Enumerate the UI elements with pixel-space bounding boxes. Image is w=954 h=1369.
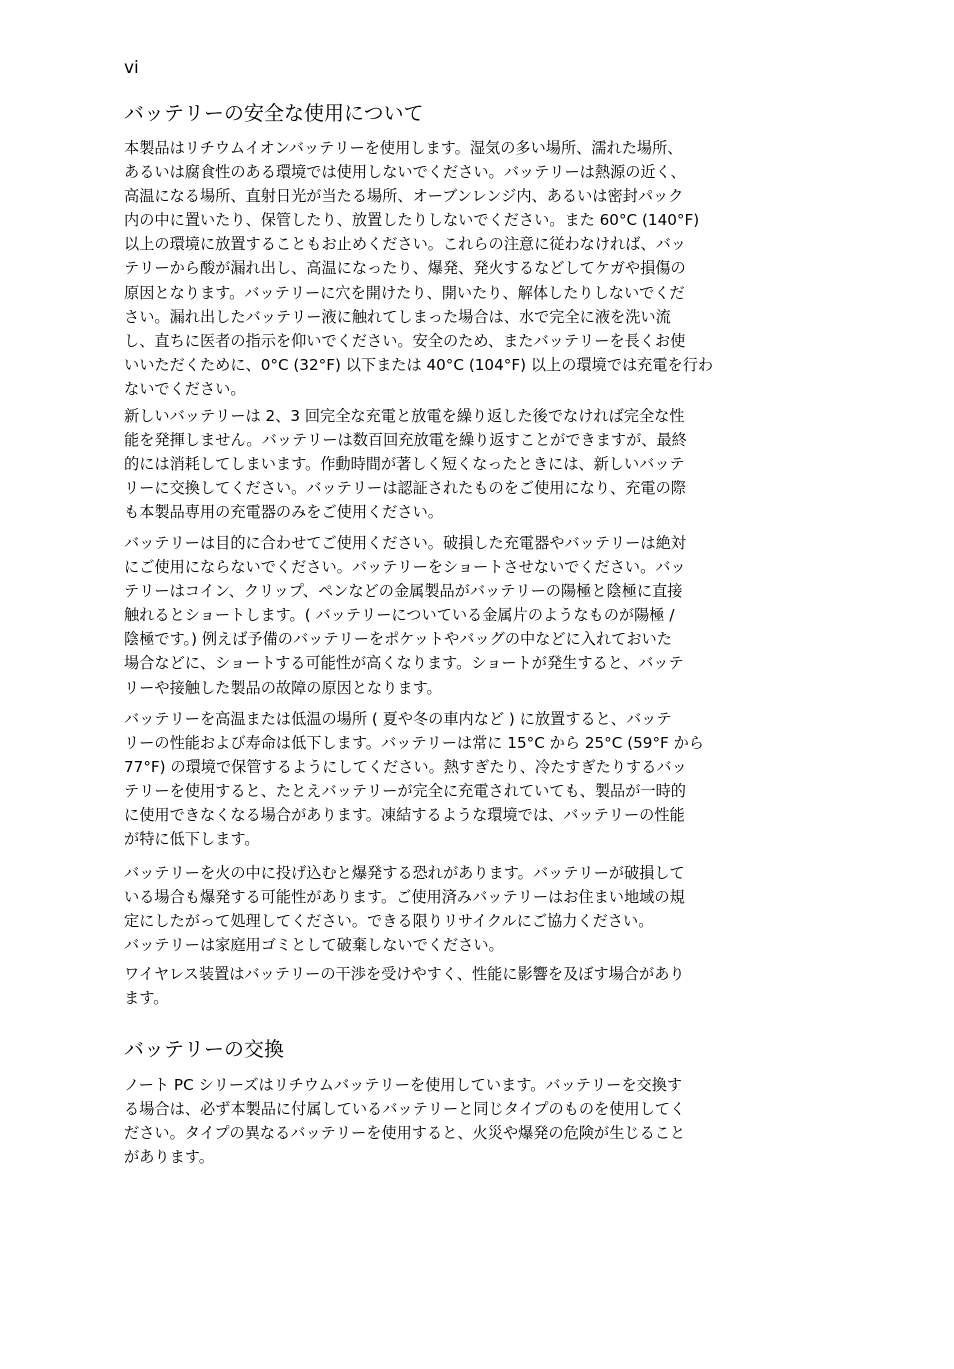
paragraph: [124, 136, 814, 401]
text-line: 触れるとショートします。( バッテリーについている金属片のようなものが陽極 /: [124, 606, 675, 625]
text-line: バッテリーは目的に合わせてご使用ください。破損した充電器やバッテリーは絶対: [124, 534, 686, 552]
text-line: テリーはコイン、クリップ、ペンなどの金属製品がバッテリーの陽極と陰極に直接: [124, 582, 683, 601]
paragraph: [124, 531, 814, 700]
text-line: があります。: [124, 1148, 214, 1167]
paragraph: [124, 962, 814, 1010]
text-line: 場合などに、ショートする可能性が高くなります。ショートが発生すると、バッテ: [124, 654, 684, 673]
text-line: ノート PC シリーズはリチウムバッテリーを使用しています。バッテリーを交換す: [124, 1076, 683, 1094]
text-line: し、直ちに医者の指示を仰いでください。安全のため、またバッテリーを長くお使: [124, 331, 686, 350]
text-line: が特に低下します。: [124, 830, 260, 849]
section-heading-battery-safety: バッテリーの安全な使用について: [124, 101, 424, 125]
text-line: 本製品はリチウムイオンバッテリーを使用します。湿気の多い場所、濡れた場所、: [124, 139, 683, 157]
text-line: リーの性能および寿命は低下します。バッテリーは常に 15°C から 25°C (59°F から: [124, 734, 704, 753]
text-line: テリーから酸が漏れ出し、高温になったり、爆発、発火するなどしてケガや損傷の: [124, 259, 686, 278]
text-line: ワイヤレス装置はバッテリーの干渉を受けやすく、性能に影響を及ぼす場合があり: [124, 965, 685, 983]
text-line: あるいは腐食性のある環境では使用しないでください。バッテリーは熱源の近く、: [124, 163, 686, 182]
text-line: 内の中に置いたり、保管したり、放置したりしないでください。また 60°C (140°F): [124, 211, 700, 230]
text-line: 高温になる場所、直射日光が当たる場所、オーブンレンジ内、あるいは密封パック: [124, 187, 684, 206]
paragraph: [124, 861, 814, 957]
text-line: バッテリーを高温または低温の場所 ( 夏や冬の車内など ) に放置すると、バッテ: [124, 710, 672, 728]
text-line: ます。: [124, 989, 169, 1008]
text-line: 的には消耗してしまいます。作動時間が著しく短くなったときには、新しいバッテ: [124, 455, 685, 474]
text-line: る場合は、必ず本製品に付属しているバッテリーと同じタイプのものを使用してく: [124, 1100, 686, 1119]
text-line: バッテリーを火の中に投げ込むと爆発する恐れがあります。バッテリーが破損して: [124, 864, 685, 882]
text-line: 陰極です。) 例えば予備のバッテリーをポケットやバッグの中などに入れておいた: [124, 630, 672, 649]
paragraph: [124, 1073, 814, 1169]
text-line: リーや接触した製品の故障の原因となります。: [124, 678, 442, 697]
paragraph: [124, 404, 814, 524]
text-line: にご使用にならないでください。バッテリーをショートさせないでください。バッ: [124, 558, 686, 577]
text-line: さい。漏れ出したバッテリー液に触れてしまった場合は、水で完全に液を洗い流: [124, 307, 671, 326]
text-line: いいただくために、0°C (32°F) 以下または 40°C (104°F) 以上の環境では充電を行わ: [124, 355, 714, 374]
text-line: に使用できなくなる場合があります。凍結するような環境では、バッテリーの性能: [124, 806, 685, 825]
text-line: ださい。タイプの異なるバッテリーを使用すると、火災や爆発の危険が生じること: [124, 1124, 686, 1143]
text-line: ないでください。: [124, 379, 246, 398]
text-line: 定にしたがって処理してください。できる限りリサイクルにご協力ください。: [124, 912, 654, 931]
text-line: 77°F) の環境で保管するようにしてください。熱すぎたり、冷たすぎたりするバッ: [124, 758, 687, 777]
text-line: いる場合も爆発する可能性があります。ご使用済みバッテリーはお住まい地域の規: [124, 888, 685, 907]
paragraph: [124, 707, 814, 852]
text-line: 新しいバッテリーは 2、3 回完全な充電と放電を繰り返した後でなければ完全な性: [124, 407, 685, 425]
text-line: 原因となります。バッテリーに穴を開けたり、開いたり、解体したりしないでくだ: [124, 283, 685, 302]
text-line: テリーを使用すると、たとえバッテリーが完全に充電されていても、製品が一時的: [124, 782, 686, 801]
page-number: vi: [124, 58, 139, 78]
text-line: リーに交換してください。バッテリーは認証されたものをご使用になり、充電の際: [124, 479, 686, 498]
text-line: 能を発揮しません。バッテリーは数百回充放電を繰り返すことができますが、最終: [124, 431, 687, 450]
text-line: 以上の環境に放置することもお止めください。これらの注意に従わなければ、バッ: [124, 235, 686, 254]
section-heading-battery-replacement: バッテリーの交換: [124, 1037, 284, 1061]
text-line: も本製品専用の充電器のみをご使用ください。: [124, 503, 443, 522]
text-line: バッテリーは家庭用ゴミとして破棄しないでください。: [124, 936, 504, 955]
